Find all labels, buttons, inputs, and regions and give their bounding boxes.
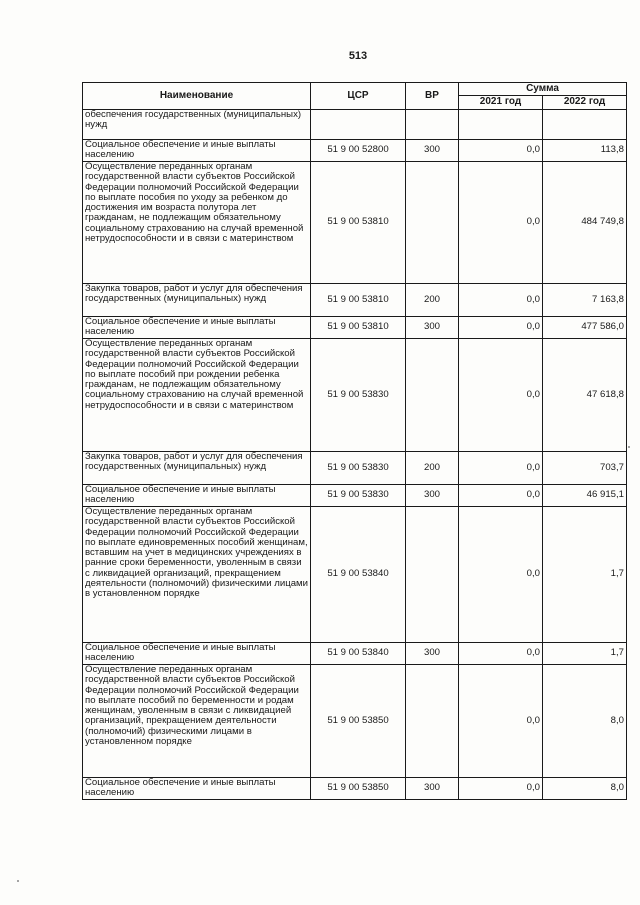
row-csr-cell: 51 9 00 53850 xyxy=(311,665,406,778)
row-amount-2022-cell: 7 163,8 xyxy=(543,284,627,317)
row-amount-2022-cell: 703,7 xyxy=(543,452,627,485)
row-csr-cell: 51 9 00 53840 xyxy=(311,643,406,665)
row-amount-2022-cell: 47 618,8 xyxy=(543,339,627,452)
row-vr-cell: 200 xyxy=(406,284,459,317)
row-name-cell: Закупка товаров, работ и услуг для обеспечения государственных (муниципальных) нужд xyxy=(83,452,311,485)
row-amount-2021-cell: 0,0 xyxy=(459,339,543,452)
row-name-cell: Социальное обеспечение и иные выплаты населению xyxy=(83,643,311,665)
table-row xyxy=(83,452,627,485)
row-name-cell: Социальное обеспечение и иные выплаты населению xyxy=(83,317,311,339)
table-row xyxy=(83,778,627,800)
row-vr-cell xyxy=(406,665,459,778)
row-vr-cell: 300 xyxy=(406,778,459,800)
row-vr-cell: 300 xyxy=(406,485,459,507)
row-amount-2021-cell xyxy=(459,110,543,140)
row-name-cell: Осуществление переданных органам государственной власти субъектов Российской Федерации полномочий Российской Федерации по выплате пособий по беременности и родам женщинам, уволенным в связи с ликвидацией организаций, прекращением деятельности (полномочий) физическими лицами в установленном порядке xyxy=(83,665,311,778)
row-name-cell: Социальное обеспечение и иные выплаты населению xyxy=(83,778,311,800)
row-vr-cell xyxy=(406,110,459,140)
header-vr: ВР xyxy=(406,83,459,110)
row-name-cell: Осуществление переданных органам государственной власти субъектов Российской Федерации полномочий Российской Федерации по выплате пособия по уходу за ребенком до достижения им возраста полутора лет гражданам, не подлежащим обязательному социальному страхованию на случай временной нетрудоспособности и в связи с материнством xyxy=(83,162,311,284)
header-year-2022: 2022 год xyxy=(543,96,627,110)
row-amount-2021-cell: 0,0 xyxy=(459,485,543,507)
row-csr-cell: 51 9 00 53830 xyxy=(311,452,406,485)
row-name-cell: обеспечения государственных (муниципальных) нужд xyxy=(83,110,311,140)
row-vr-cell: 200 xyxy=(406,452,459,485)
row-amount-2022-cell: 113,8 xyxy=(543,140,627,162)
row-amount-2021-cell: 0,0 xyxy=(459,452,543,485)
scan-speck xyxy=(628,446,630,448)
row-amount-2021-cell: 0,0 xyxy=(459,162,543,284)
row-amount-2021-cell: 0,0 xyxy=(459,778,543,800)
row-csr-cell: 51 9 00 53810 xyxy=(311,162,406,284)
table-row xyxy=(83,507,627,643)
row-amount-2021-cell: 0,0 xyxy=(459,284,543,317)
row-amount-2021-cell: 0,0 xyxy=(459,507,543,643)
table-row xyxy=(83,110,627,140)
row-vr-cell: 300 xyxy=(406,317,459,339)
header-year-2021: 2021 год xyxy=(459,96,543,110)
row-amount-2022-cell xyxy=(543,110,627,140)
row-vr-cell: 300 xyxy=(406,643,459,665)
table-row xyxy=(83,317,627,339)
header-csr: ЦСР xyxy=(311,83,406,110)
table-row xyxy=(83,162,627,284)
row-amount-2022-cell: 484 749,8 xyxy=(543,162,627,284)
row-amount-2021-cell: 0,0 xyxy=(459,317,543,339)
table-row xyxy=(83,643,627,665)
row-csr-cell: 51 9 00 53810 xyxy=(311,317,406,339)
row-csr-cell: 51 9 00 53850 xyxy=(311,778,406,800)
row-csr-cell: 51 9 00 53830 xyxy=(311,485,406,507)
table-row xyxy=(83,339,627,452)
table-body xyxy=(83,110,627,800)
scan-speck xyxy=(17,880,19,882)
row-amount-2022-cell: 1,7 xyxy=(543,507,627,643)
row-name-cell: Социальное обеспечение и иные выплаты населению xyxy=(83,485,311,507)
budget-table xyxy=(82,82,627,800)
row-amount-2021-cell: 0,0 xyxy=(459,643,543,665)
row-amount-2021-cell: 0,0 xyxy=(459,140,543,162)
row-vr-cell xyxy=(406,339,459,452)
row-csr-cell: 51 9 00 53830 xyxy=(311,339,406,452)
row-csr-cell: 51 9 00 53810 xyxy=(311,284,406,317)
row-csr-cell: 51 9 00 52800 xyxy=(311,140,406,162)
row-vr-cell xyxy=(406,507,459,643)
table-row xyxy=(83,665,627,778)
row-amount-2022-cell: 8,0 xyxy=(543,665,627,778)
table-row xyxy=(83,485,627,507)
row-csr-cell: 51 9 00 53840 xyxy=(311,507,406,643)
row-amount-2022-cell: 477 586,0 xyxy=(543,317,627,339)
row-amount-2022-cell: 1,7 xyxy=(543,643,627,665)
row-vr-cell: 300 xyxy=(406,140,459,162)
row-amount-2021-cell: 0,0 xyxy=(459,665,543,778)
row-name-cell: Осуществление переданных органам государственной власти субъектов Российской Федерации полномочий Российской Федерации по выплате единовременных пособий женщинам, вставшим на учет в медицинских учреждениях в ранние сроки беременности, уволенным в связи с ликвидацией организаций, прекращением деятельности (полномочий) физическими лицами в установленном порядке xyxy=(83,507,311,643)
table-row xyxy=(83,140,627,162)
row-amount-2022-cell: 8,0 xyxy=(543,778,627,800)
page-number: 513 xyxy=(348,50,368,62)
row-name-cell: Осуществление переданных органам государственной власти субъектов Российской Федерации полномочий Российской Федерации по выплате пособий при рождении ребенка гражданам, не подлежащим обязательному социальному страхованию на случай временной нетрудоспособности и в связи с материнством xyxy=(83,339,311,452)
row-name-cell: Социальное обеспечение и иные выплаты населению xyxy=(83,140,311,162)
table-header xyxy=(83,83,627,110)
header-name: Наименование xyxy=(83,83,311,110)
row-vr-cell xyxy=(406,162,459,284)
row-name-cell: Закупка товаров, работ и услуг для обеспечения государственных (муниципальных) нужд xyxy=(83,284,311,317)
table-row xyxy=(83,284,627,317)
row-amount-2022-cell: 46 915,1 xyxy=(543,485,627,507)
header-sum: Сумма xyxy=(459,83,627,96)
row-csr-cell xyxy=(311,110,406,140)
